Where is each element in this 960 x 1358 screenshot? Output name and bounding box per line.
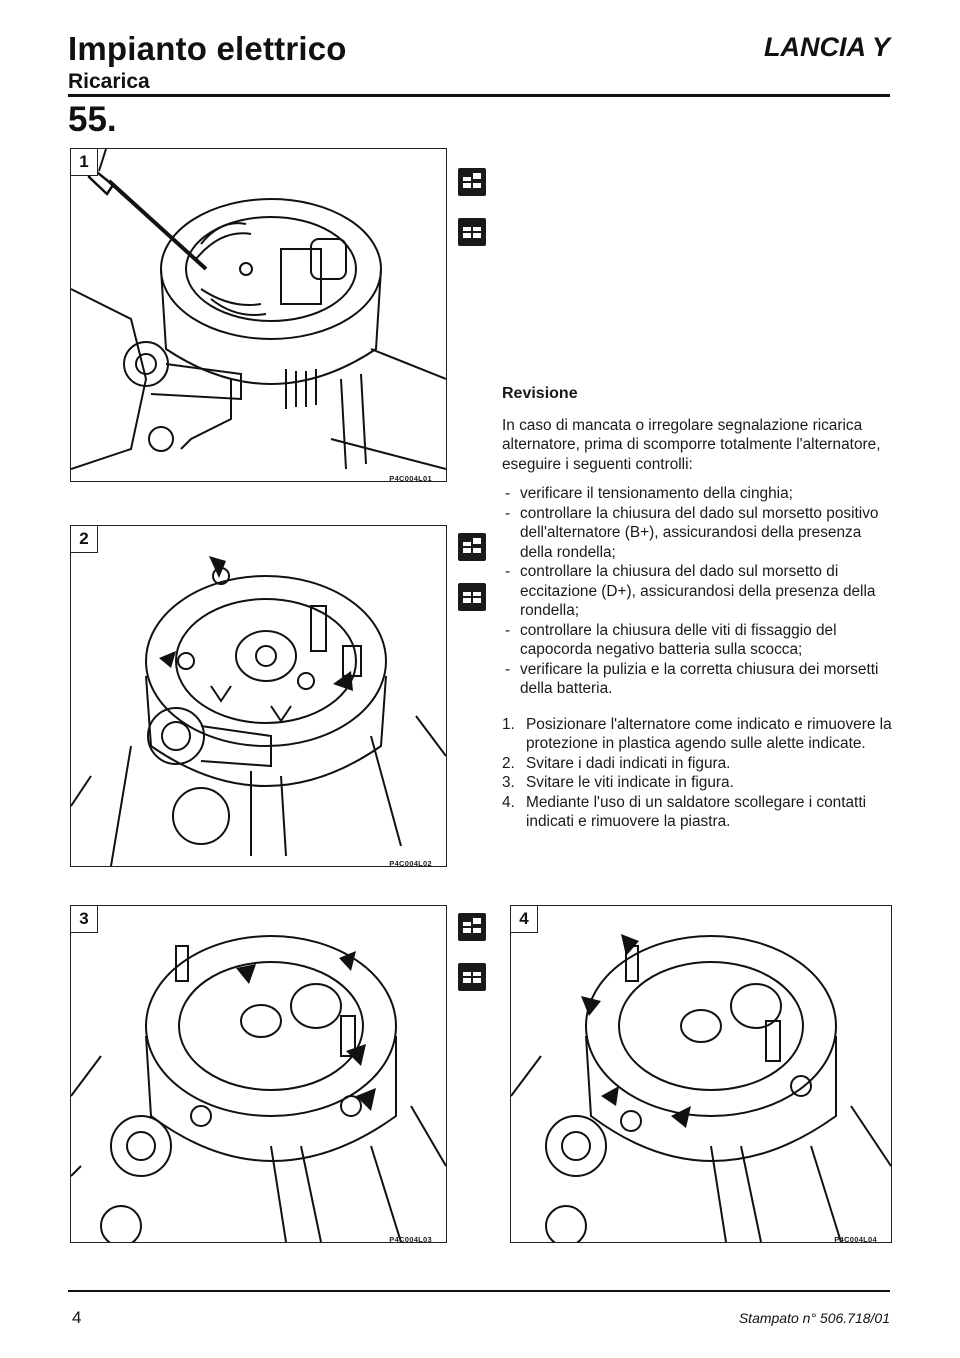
check-list xyxy=(502,484,894,699)
step-text: Mediante l'uso di un saldatore scollegare i contatti indicati e rimuovere la piastra. xyxy=(526,793,867,830)
section-title: Revisione xyxy=(502,385,578,402)
figure-2-code: P4C004L02 xyxy=(389,859,432,867)
list-item: - controllare la chiusura delle viti di fissaggio del capocorda negativo batteria sulla scocca; xyxy=(502,621,894,660)
list-item: - verificare la pulizia e la corretta chiusura dei morsetti della batteria. xyxy=(502,660,894,699)
alternator-plate-illustration xyxy=(511,906,891,1242)
remove-icon xyxy=(458,913,486,941)
step-number: 2. xyxy=(502,754,515,772)
intro-paragraph: In caso di mancata o irregolare segnalazione ricarica alternatore, prima di scomporre totalmente l'alternatore, eseguire i seguenti controlli: xyxy=(502,416,881,473)
step-item xyxy=(502,754,894,774)
figure-1-number: 1 xyxy=(71,149,98,176)
figure-4 xyxy=(510,905,892,1243)
step-item xyxy=(502,773,894,793)
alternator-nuts-illustration xyxy=(71,906,446,1242)
alternator-cover-illustration xyxy=(71,526,446,866)
remove-icon xyxy=(458,533,486,561)
figure-3-code: P4C004L03 xyxy=(389,1235,432,1243)
print-reference: Stampato n° 506.718/01 xyxy=(738,1310,890,1326)
figure-2 xyxy=(70,525,447,867)
list-item: - controllare la chiusura del dado sul morsetto di eccitazione (D+), assicurandosi della presenza della rondella; xyxy=(502,562,894,621)
step-number: 3. xyxy=(502,774,515,791)
refit-icon xyxy=(458,583,486,611)
figure-1 xyxy=(70,148,447,482)
alternator-screwdriver-illustration xyxy=(71,149,446,481)
footer-rule xyxy=(68,1290,890,1292)
list-item: - verificare il tensionamento della cinghia; xyxy=(502,484,894,504)
figure-3-number: 3 xyxy=(71,906,98,933)
page-subtitle: Ricarica xyxy=(68,70,150,93)
step-item xyxy=(502,793,894,832)
step-text: Svitare i dadi indicati in figura. xyxy=(526,754,731,772)
procedure-text xyxy=(502,384,894,832)
page-number: 4 xyxy=(72,1308,82,1327)
brand-label: LANCIA Y xyxy=(763,32,890,62)
figure-1-code: P4C004L01 xyxy=(389,474,432,482)
step-item xyxy=(502,715,894,754)
list-item: - controllare la chiusura del dado sul morsetto positivo dell'alternatore (B+), assicurandosi della presenza della rondella; xyxy=(502,504,894,563)
step-number: 1. xyxy=(502,715,515,733)
section-number: 55. xyxy=(68,100,117,139)
figure-4-number: 4 xyxy=(511,906,538,933)
step-list xyxy=(502,715,894,832)
step-text: Posizionare l'alternatore come indicato e rimuovere la protezione in plastica agendo sulle alette indicate. xyxy=(526,715,892,752)
refit-icon xyxy=(458,963,486,991)
figure-2-number: 2 xyxy=(71,526,98,553)
figure-3 xyxy=(70,905,447,1243)
header-rule xyxy=(68,94,890,97)
figure-4-code: P4C004L04 xyxy=(834,1235,877,1243)
page-title: Impianto elettrico xyxy=(68,30,347,67)
remove-icon xyxy=(458,168,486,196)
step-text: Svitare le viti indicate in figura. xyxy=(526,774,734,791)
refit-icon xyxy=(458,218,486,246)
step-number: 4. xyxy=(502,793,515,811)
